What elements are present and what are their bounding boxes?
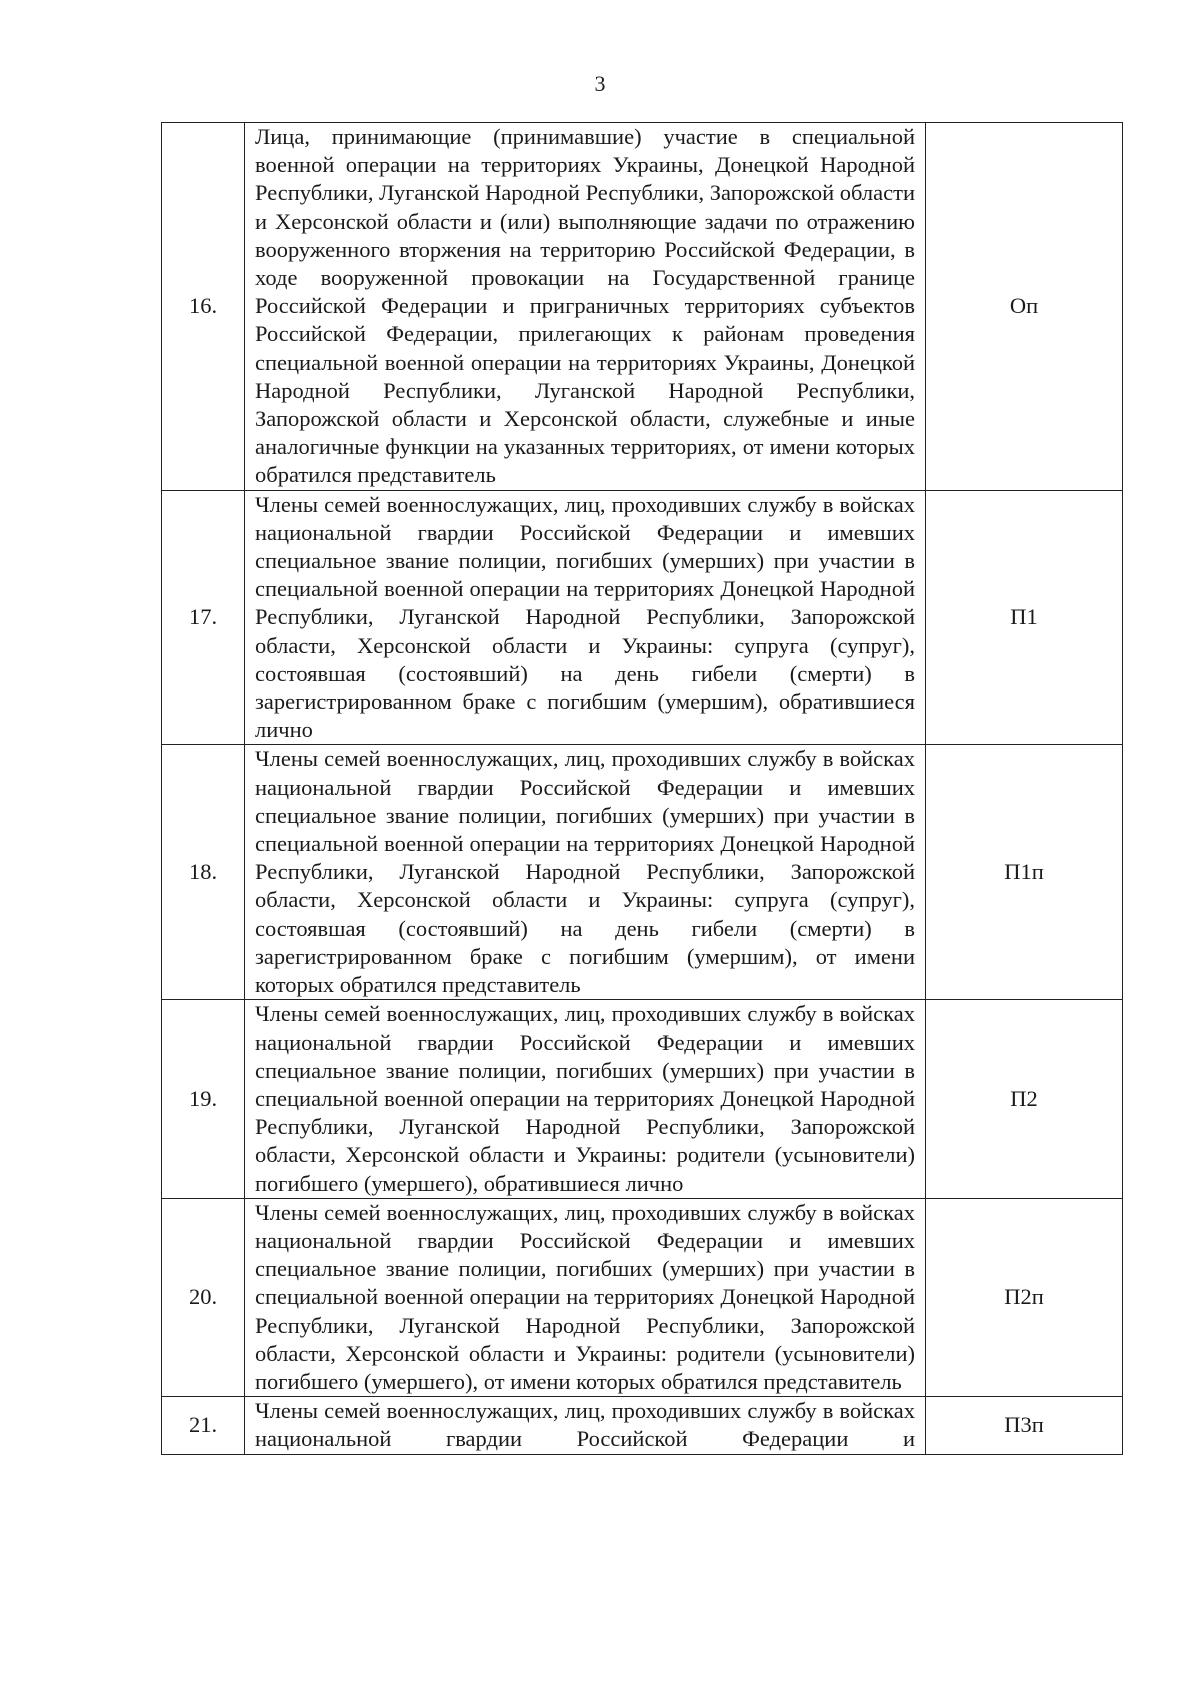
table-row xyxy=(162,1000,1123,1198)
table-row xyxy=(162,490,1123,745)
row-description: Члены семей военнослужащих, лиц, проходивших службу в войсках национальной гвардии Российской Федерации и имевших специальное звание полиции, погибших (умерших) при участии в специальной военной операции на территориях Донецкой Народной Республики, Луганской Народной Республики, Запорожской области, Херсонской области и Украины: родители (усыновители) погибшего (умершего), от имени которых обратился представитель xyxy=(245,1198,926,1396)
row-code: П3п xyxy=(926,1397,1123,1454)
row-code: П1п xyxy=(926,745,1123,1000)
row-number: 19. xyxy=(162,1000,245,1198)
row-description: Члены семей военнослужащих, лиц, проходивших службу в войсках национальной гвардии Российской Федерации и xyxy=(245,1397,926,1454)
row-code: П2 xyxy=(926,1000,1123,1198)
row-code: П1 xyxy=(926,490,1123,745)
page-number: 3 xyxy=(594,71,606,96)
categories-table xyxy=(161,122,1123,1455)
row-number: 20. xyxy=(162,1198,245,1396)
row-description: Члены семей военнослужащих, лиц, проходивших службу в войсках национальной гвардии Российской Федерации и имевших специальное звание полиции, погибших (умерших) при участии в специальной военной операции на территориях Донецкой Народной Республики, Луганской Народной Республики, Запорожской области, Херсонской области и Украины: родители (усыновители) погибшего (умершего), обратившиеся лично xyxy=(245,1000,926,1198)
row-number: 17. xyxy=(162,490,245,745)
row-code: П2п xyxy=(926,1198,1123,1396)
row-number: 16. xyxy=(162,123,245,491)
table-row xyxy=(162,1397,1123,1454)
row-description: Члены семей военнослужащих, лиц, проходивших службу в войсках национальной гвардии Российской Федерации и имевших специальное звание полиции, погибших (умерших) при участии в специальной военной операции на территориях Донецкой Народной Республики, Луганской Народной Республики, Запорожской области, Херсонской области и Украины: супруга (супруг), состоявшая (состоявший) на день гибели (смерти) в зарегистрированном браке с погибшим (умершим), от имени которых обратился представитель xyxy=(245,745,926,1000)
row-description: Члены семей военнослужащих, лиц, проходивших службу в войсках национальной гвардии Российской Федерации и имевших специальное звание полиции, погибших (умерших) при участии в специальной военной операции на территориях Донецкой Народной Республики, Луганской Народной Республики, Запорожской области, Херсонской области и Украины: супруга (супруг), состоявшая (состоявший) на день гибели (смерти) в зарегистрированном браке с погибшим (умершим), обратившиеся лично xyxy=(245,490,926,745)
table-row xyxy=(162,745,1123,1000)
row-code: Оп xyxy=(926,123,1123,491)
row-description: Лица, принимающие (принимавшие) участие в специальной военной операции на территориях Украины, Донецкой Народной Республики, Луганской Народной Республики, Запорожской области и Херсонской области и (или) выполняющие задачи по отражению вооруженного вторжения на территорию Российской Федерации, в ходе вооруженной провокации на Государственной границе Российской Федерации и приграничных территориях субъектов Российской Федерации, прилегающих к районам проведения специальной военной операции на территориях Украины, Донецкой Народной Республики, Луганской Народной Республики, Запорожской области и Херсонской области, служебные и иные аналогичные функции на указанных территориях, от имени которых обратился представитель xyxy=(245,123,926,491)
row-number: 18. xyxy=(162,745,245,1000)
table-row xyxy=(162,1198,1123,1396)
row-number: 21. xyxy=(162,1397,245,1454)
table-row xyxy=(162,123,1123,491)
